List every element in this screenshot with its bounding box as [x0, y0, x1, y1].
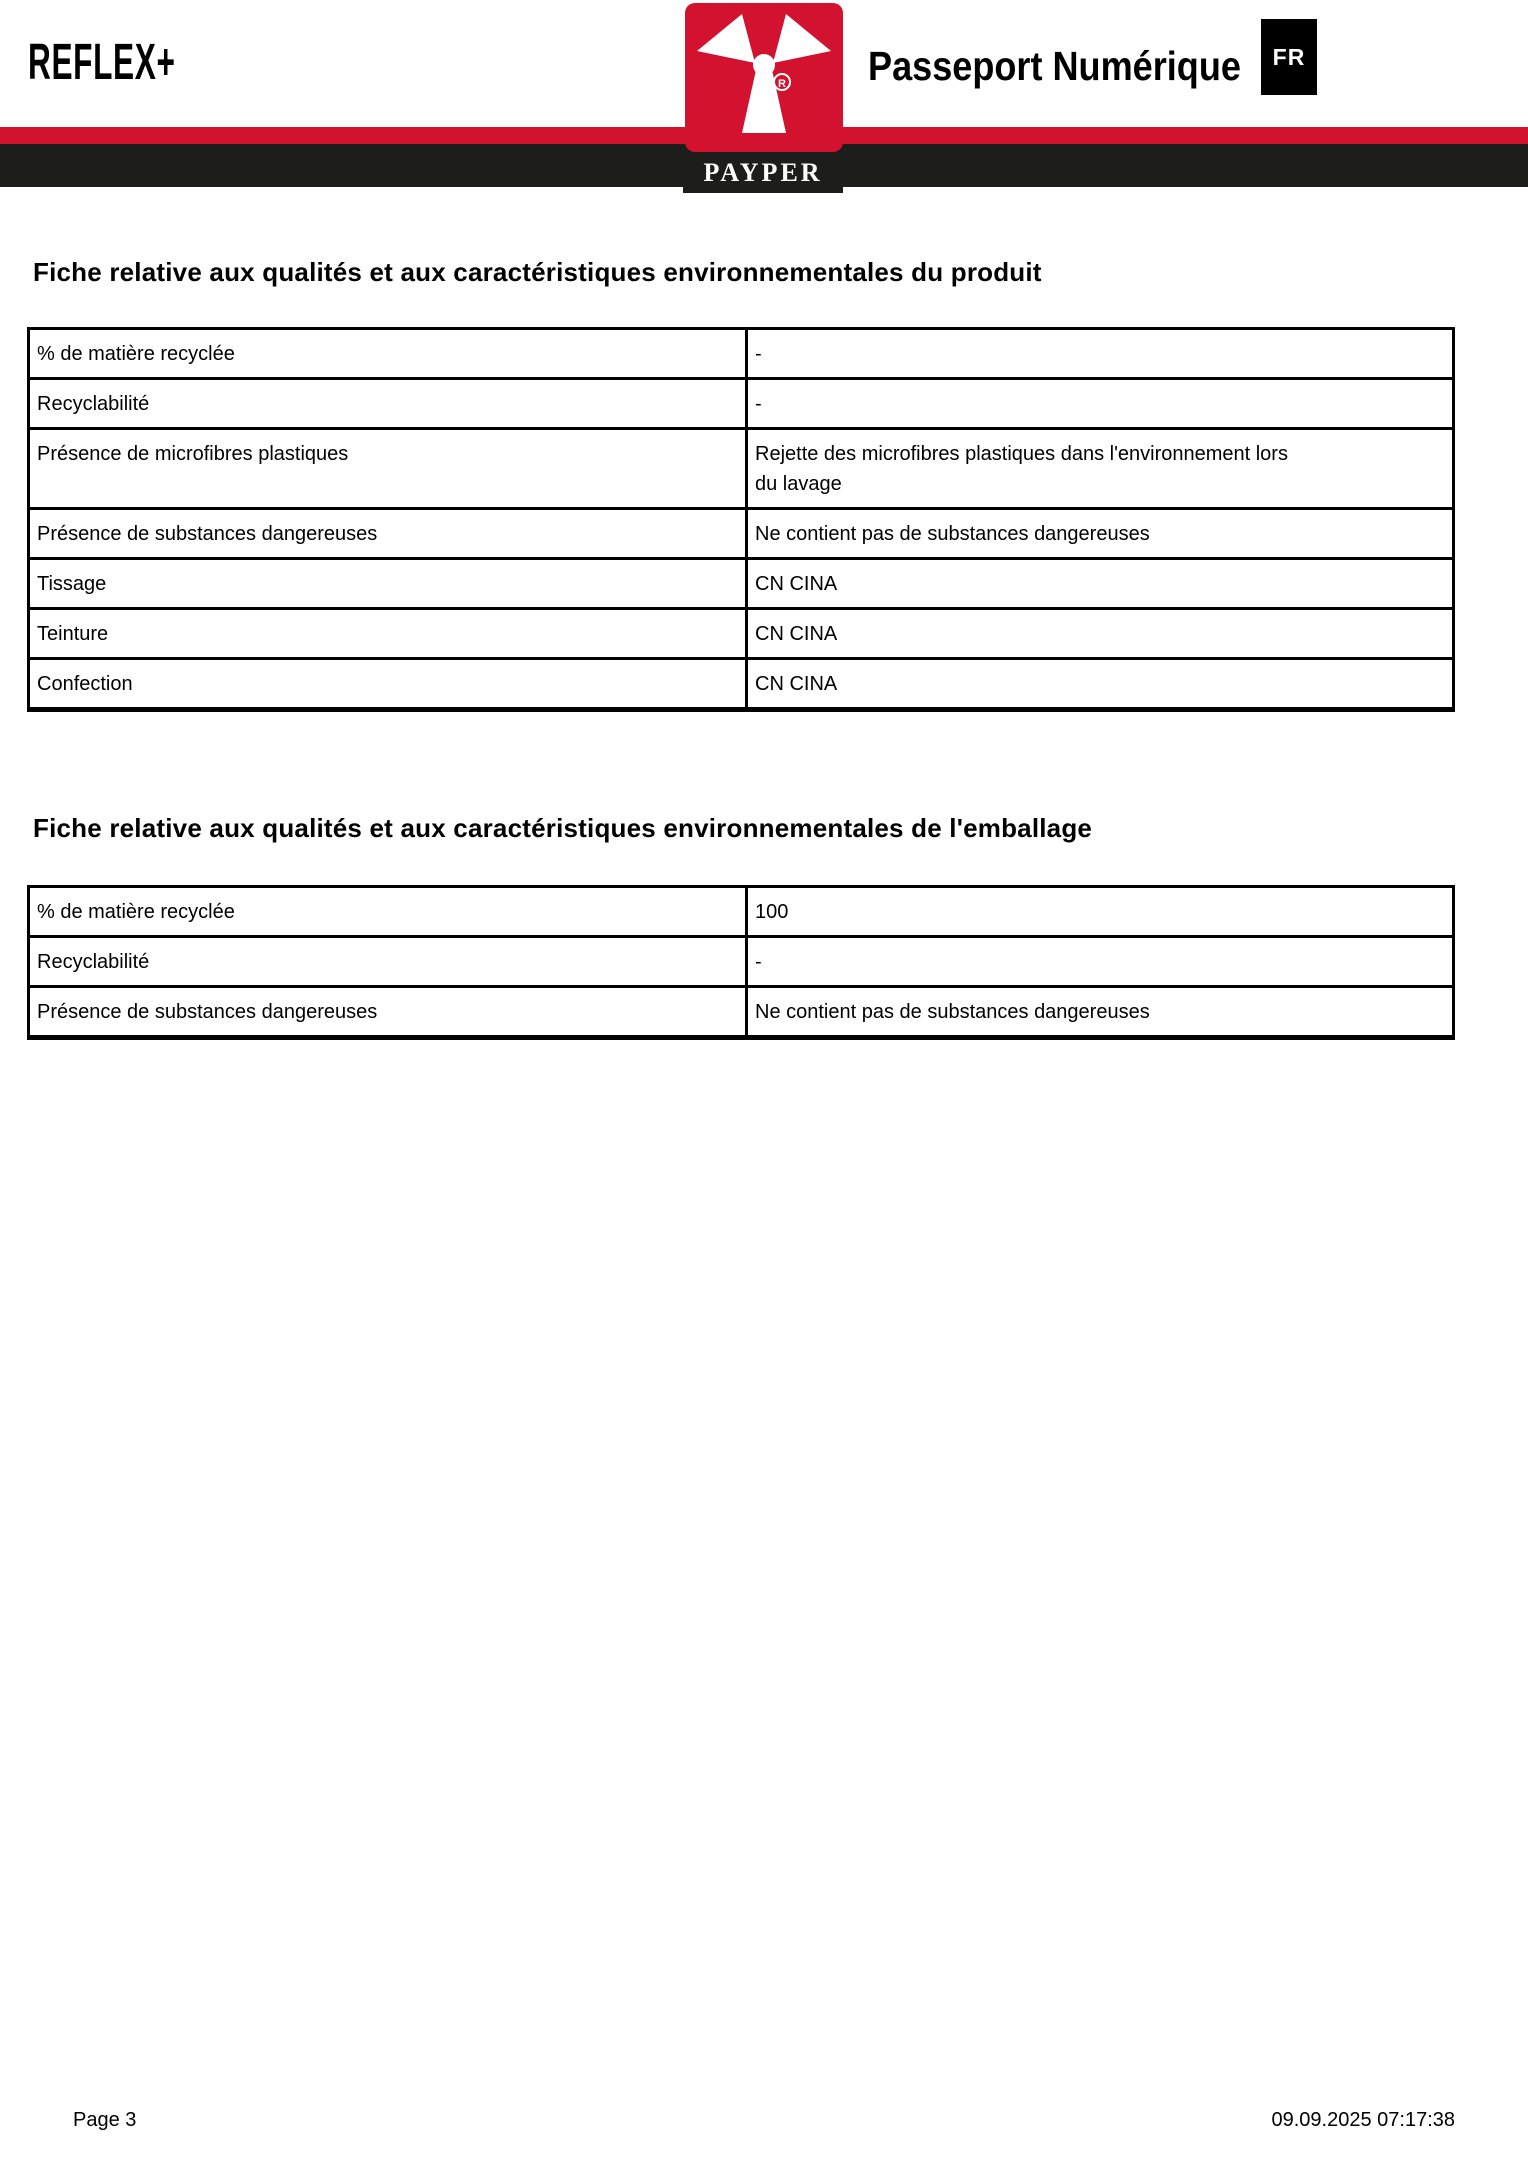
property-value-cell: Ne contient pas de substances dangereuses	[747, 987, 1454, 1038]
property-value-cell: -	[747, 329, 1454, 379]
product-name: REFLEX+	[28, 33, 176, 90]
property-label-cell: Recyclabilité	[29, 937, 747, 987]
property-value-cell: -	[747, 379, 1454, 429]
language-badge-label: FR	[1272, 43, 1306, 70]
table-row	[29, 609, 1454, 659]
table-row	[29, 987, 1454, 1038]
brand-name: PAYPER	[703, 157, 823, 187]
table-row	[29, 329, 1454, 379]
property-label-cell: Confection	[29, 659, 747, 710]
property-label-cell: Recyclabilité	[29, 379, 747, 429]
property-value-cell: 100	[747, 887, 1454, 937]
table-row	[29, 509, 1454, 559]
property-value-cell: Ne contient pas de substances dangereuses	[747, 509, 1454, 559]
brand-name-band	[683, 152, 843, 193]
table-row	[29, 937, 1454, 987]
table-row	[29, 659, 1454, 710]
section-heading-product: Fiche relative aux qualités et aux caractéristiques environnementales du produit	[33, 257, 1042, 287]
property-value-cell: CN CINA	[747, 609, 1454, 659]
property-label-cell: Présence de substances dangereuses	[29, 509, 747, 559]
page-number: Page 3	[73, 2109, 137, 2131]
property-value-cell: Rejette des microfibres plastiques dans l'environnement lors du lavage	[747, 429, 1454, 509]
property-label-cell: Présence de substances dangereuses	[29, 987, 747, 1038]
svg-text:R: R	[778, 78, 786, 90]
payper-pinwheel-icon	[685, 3, 843, 152]
property-value-cell: -	[747, 937, 1454, 987]
table-row	[29, 379, 1454, 429]
property-label-cell: Présence de microfibres plastiques	[29, 429, 747, 509]
table-row	[29, 887, 1454, 937]
property-label-cell: Tissage	[29, 559, 747, 609]
property-value-cell: CN CINA	[747, 659, 1454, 710]
table-row	[29, 559, 1454, 609]
property-label-cell: Teinture	[29, 609, 747, 659]
property-value-cell: CN CINA	[747, 559, 1454, 609]
timestamp: 09.09.2025 07:17:38	[1271, 2109, 1455, 2131]
property-label-cell: % de matière recyclée	[29, 887, 747, 937]
language-badge	[1261, 19, 1317, 95]
section-heading-packaging: Fiche relative aux qualités et aux caractéristiques environnementales de l'emballage	[33, 813, 1093, 843]
table-row	[29, 429, 1454, 509]
page-title: Passeport Numérique	[868, 43, 1241, 89]
payper-logo	[685, 3, 843, 152]
product-environment-table	[27, 327, 1455, 712]
property-label-cell: % de matière recyclée	[29, 329, 747, 379]
packaging-environment-table	[27, 885, 1455, 1040]
